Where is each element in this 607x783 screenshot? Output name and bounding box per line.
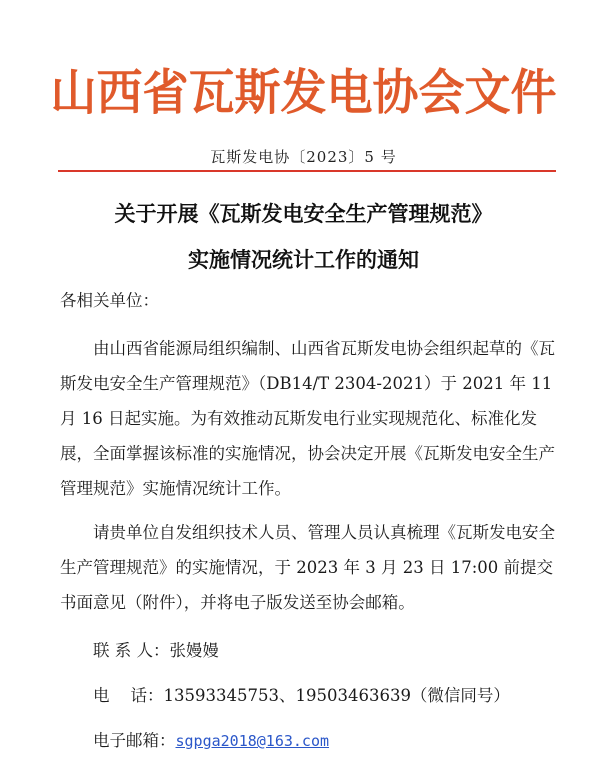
contact-email-label: 电子邮箱： [93, 731, 176, 750]
contact-phone-label: 电 话： [93, 686, 164, 705]
masthead-title: 山西省瓦斯发电协会文件 [50, 63, 557, 121]
contact-email-row [93, 726, 329, 756]
notice-title-line-1: 关于开展《瓦斯发电安全生产管理规范》 [114, 202, 493, 226]
contact-email-link[interactable]: sgpga2018@163.com [175, 732, 330, 750]
notice-title-line-2: 实施情况统计工作的通知 [188, 248, 419, 272]
body-paragraph-2: 请贵单位自发组织技术人员、管理人员认真梳理《瓦斯发电安全生产管理规范》的实施情况，于 2023 年 3 月 23 日 17:00 前提交书面意见（附件），并将电子版发送至协会邮箱。 [60, 523, 555, 612]
header-divider [58, 170, 556, 172]
document-number: 瓦斯发电协〔2023〕5 号 [210, 148, 397, 166]
salutation: 各相关单位： [60, 291, 159, 310]
contact-person-value: 张嫚嫚 [169, 641, 219, 660]
contact-person-label: 联 系 人： [93, 641, 170, 660]
contact-phone-row [93, 681, 510, 711]
contact-phone-value: 13593345753、19503463639（微信同号） [163, 686, 510, 705]
body-paragraph-1: 由山西省能源局组织编制、山西省瓦斯发电协会组织起草的《瓦斯发电安全生产管理规范》（DB14/T 2304-2021）于 2021 年 11 月 16 日起实施。为有效推动瓦斯发电行业实现规范化、标准化发展，全面掌握该标准的实施情况，协会决定开展《瓦斯发电安全生产管理规范》实施情况统计工作。 [60, 339, 555, 498]
contact-person-row [93, 636, 219, 666]
